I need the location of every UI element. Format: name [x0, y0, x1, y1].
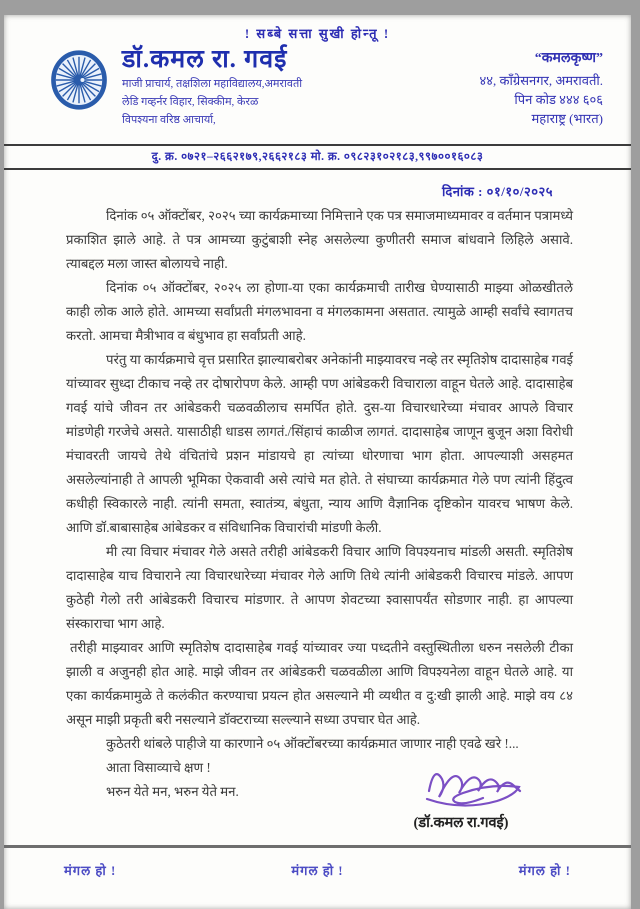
- pali-blessing-slogan: ! सब्बे सत्ता सुखी होन्तू !: [244, 26, 391, 41]
- date-line: दिनांक : ०१/१०/२०२५: [442, 184, 553, 199]
- sender-name: डॉ.कमल रा. गवई: [122, 46, 288, 73]
- letter-paragraph-6: कुठेतरी थांबले पाहीजे या कारणाने ०५ ऑक्टोंबरच्या कार्यक्रमात जाणार नाही एवढे खरे !...: [106, 736, 519, 751]
- footer-blessings: [4, 861, 631, 879]
- phone-numbers-bar: दु. क्र. ०७२१–२६६२१७९,२६६२१८३ मो. क्र. ०९८२३१०२१८३,९९७००१६०८३: [4, 144, 631, 170]
- letter-paragraph-2: दिनांक ०५ ऑक्टोंबर, २०२५ ला होणा-या एका कार्यक्रमाची तारीख घेण्यासाठी माझ्या ओळखीतले काही लोक आले होते. आमच्या सर्वांप्रती मंगलभावना व मंगलकामना असतात. त्यामुळे आम्ही सर्वांचे स्वागतच करतो. आमचा मैत्रीभाव व बंधुभाव हा सर्वांप्रती आहे.: [66, 280, 573, 343]
- footer-blessing-3: मंगल हो !: [518, 863, 571, 878]
- address-line-3: महाराष्ट्र (भारत): [531, 111, 603, 126]
- letter-paper: [4, 15, 631, 909]
- letterhead: [4, 46, 631, 142]
- letter-closing-line-1: आता विसाव्याचे क्षण !: [106, 760, 211, 775]
- letter-paragraph-4: मी त्या विचार मंचावर गेले असते तरीही आंबेडकरी विचार आणि विपश्यनाच मांडली असती. स्मृतिशेष दादासाहेब याच विचाराने त्या विचारधारेच्या मंचावर गेले आणि तिथे त्यांनी आंबेडकरी विचारच मांडले. आपण कुठेही गेलो तरी आंबेडकरी विचारच मांडणार. ते आपण शेवटच्या श्वासापर्यंत सोडणार नाही. हा आपल्या संस्काराचा भाग आहे.: [66, 544, 573, 631]
- house-name: “कमलकृष्ण”: [534, 51, 603, 66]
- address-line-1: ४४, काँग्रेसनगर, अमरावती.: [479, 73, 603, 88]
- footer-blessing-1: मंगल हो !: [64, 863, 117, 878]
- address-line-2: पिन कोड ४४४ ६०६: [514, 92, 603, 107]
- footer-blessing-2: मंगल हो !: [291, 863, 344, 878]
- ashoka-chakra-icon: [50, 48, 108, 112]
- sender-title-2: लेडि गव्हर्नर विहार, सिक्कीम, केरळ: [122, 95, 259, 108]
- signature-printed-name: (डॉ.कमल रा.गवई): [413, 815, 509, 831]
- letter-paragraph-5: तरीही माझ्यावर आणि स्मृतिशेष दादासाहेब गवई यांच्यावर ज्या पध्दतीने वस्तुस्थितीला धरुन नसलेली टीका झाली व अजुनही होत आहे. माझे जीवन तर आंबेडकरी चळवळीला आणि विपश्यनेला वाहून घेतले आहे. या एका कार्यक्रमामुळे ते कलंकीत करण्याचा प्रयत्न होत असल्याने मी व्यथीत व दु:खी झाली आहे. माझे वय ८४ असून माझी प्रकृती बरी नसल्याने डॉक्टराच्या सल्ल्याने सध्या उपचार घेत आहे.: [66, 640, 573, 727]
- letter-body: [66, 204, 573, 804]
- sender-block: [122, 46, 302, 128]
- signature-block: [381, 753, 541, 832]
- sender-title-1: माजी प्राचार्य, तक्षशिला महाविद्यालय,अमरावती: [122, 77, 303, 90]
- address-block: [480, 48, 604, 128]
- letter-closing-line-2: भरुन येते मन, भरुन येते मन.: [106, 784, 239, 799]
- footer-divider: [4, 845, 631, 848]
- sender-title-3: विपश्यना वरिष्ठ आचार्या,: [122, 113, 216, 126]
- letter-paragraph-3: परंतु या कार्यक्रमाचे वृत्त प्रसारित झाल्याबरोबर अनेकांनी माझ्यावरच नव्हे तर स्मृतिशेष दादासाहेब गवई यांच्यावर सुध्दा टीकाच नव्हे तर दोषारोपण केले. आम्ही पण आंबेडकरी विचाराला वाहून घेतले आहे. दादासाहेब गवई यांचे जीवन तर आंबेडकरी चळवळीलाच समर्पित होते. दुस-या विचारधारेच्या मंचावर आपले विचार मांडणेही गरजेचे असते. यासाठीही धाडस लागतं./सिंहाचं काळीज लागतं. दादासाहेब जाणून बुजून अशा विरोधी मंचावरती जायचे तेथे वंचितांचे प्रशन मांडायचे हा त्यांच्या धोरणाचा भाग होता. आपल्याशी असहमत असलेल्यांनाही ते आपली भूमिका ऐकवावी असे त्यांचे मत होते. ते संघाच्या कार्यक्रमात गेले पण त्यांनी हिंदुत्व कधीही स्विकारले नाही. त्यांनी समता, स्वातंत्र्य, बंधुता, न्याय आणि वैज्ञानिक दृष्टिकोन यावरच भाषण केले. आणि डॉ.बाबासाहेब आंबेडकर व संविधानिक विचारांची मांडणी केली.: [66, 352, 573, 535]
- handwritten-signature-icon: [421, 753, 531, 809]
- letter-paragraph-1: दिनांक ०५ ऑक्टोंबर, २०२५ च्या कार्यक्रमाच्या निमित्ताने एक पत्र समाजमाध्यमावर व वर्तमान पत्रामध्ये प्रकाशित झाले आहे. ते पत्र आमच्या कुटुंबाशी स्नेह असलेल्या कुणीतरी समाज बांधवाने लिहिले असावे. त्याबद्दल मला जास्त बोलायचे नाही.: [66, 208, 573, 271]
